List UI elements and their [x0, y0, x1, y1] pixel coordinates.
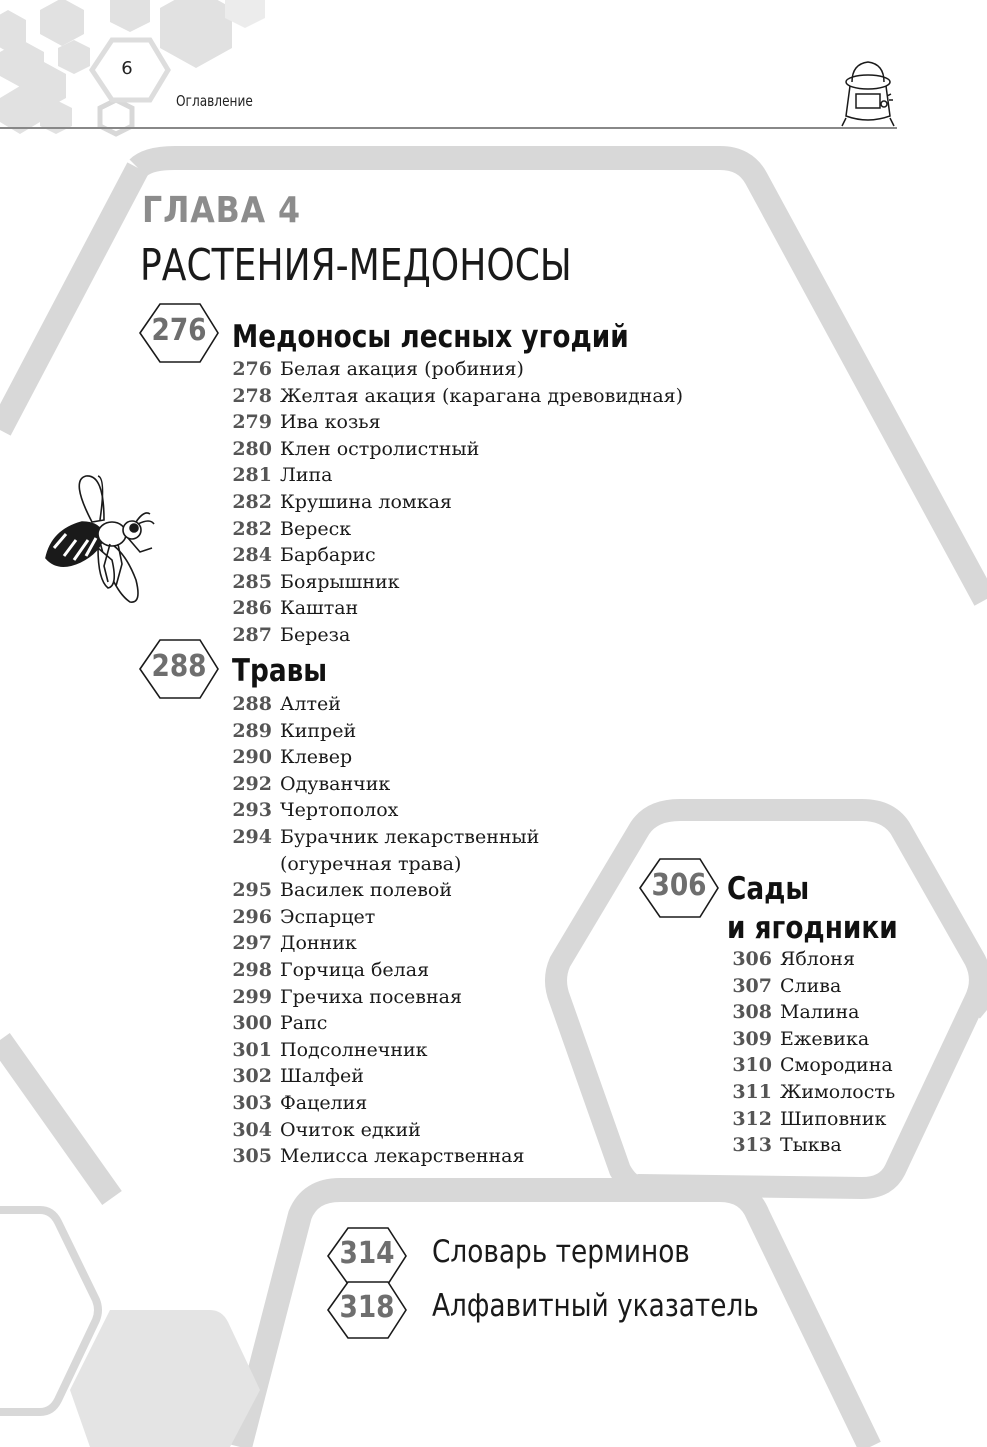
toc-entry[interactable]: 305 Мелисса лекарственная [232, 1145, 525, 1168]
toc-entry[interactable]: 307 Слива [732, 974, 842, 997]
toc-entry[interactable]: 298 Горчица белая [232, 958, 430, 981]
toc-entry[interactable]: 302 Шалфей [232, 1065, 364, 1088]
toc-entry[interactable]: 310 Смородина [732, 1054, 893, 1077]
toc-entry[interactable]: 304 Очиток едкий [232, 1118, 421, 1141]
toc-entry[interactable]: 281 Липа [232, 464, 333, 487]
appendix-page-number: 314 [339, 1236, 395, 1271]
toc-entry[interactable]: 280 Клен остролистный [232, 437, 480, 460]
chapter-title: РАСТЕНИЯ-МЕДОНОСЫ [140, 240, 572, 291]
appendix-page-number: 318 [339, 1290, 395, 1325]
section-title-line1[interactable]: Сады [727, 871, 810, 907]
toc-entry[interactable]: 290 Клевер [232, 746, 353, 769]
toc-entry[interactable]: 285 Боярышник [232, 570, 400, 593]
toc-entry[interactable]: 309 Ежевика [732, 1027, 870, 1050]
section-page-number: 288 [151, 649, 207, 684]
toc-entry[interactable]: 297 Донник [232, 932, 357, 955]
toc-entry[interactable]: 296 Эспарцет [232, 905, 376, 928]
toc-entry[interactable]: 292 Одуванчик [232, 772, 391, 795]
toc-entry[interactable]: 295 Василек полевой [232, 879, 453, 902]
toc-entry[interactable]: 293 Чертополох [232, 799, 399, 822]
toc-entry-continuation[interactable]: (огуречная трава) [280, 852, 462, 875]
section-title[interactable]: Травы [232, 653, 328, 689]
appendix-index[interactable]: Алфавитный указатель [432, 1288, 759, 1324]
toc-entry[interactable]: 306 Яблоня [732, 948, 855, 970]
toc-entry[interactable]: 282 Вереск [232, 517, 352, 540]
toc-entry[interactable]: 284 Барбарис [232, 544, 376, 567]
section-title-line2[interactable]: и ягодники [727, 910, 898, 946]
toc-entry[interactable]: 287 Береза [232, 623, 351, 646]
page-number: 6 [121, 58, 133, 79]
toc-entry[interactable]: 282 Крушина ломкая [232, 490, 452, 513]
toc-entry[interactable]: 313 Тыква [732, 1134, 842, 1157]
toc-entry[interactable]: 308 Малина [732, 1001, 860, 1024]
appendix-glossary[interactable]: Словарь терминов [432, 1234, 690, 1270]
toc-entry[interactable]: 278 Желтая акация (карагана древовидная) [232, 384, 684, 407]
toc-entry[interactable]: 299 Гречиха посевная [232, 985, 462, 1008]
toc-list-forest [232, 356, 683, 649]
toc-entry[interactable]: 311 Жимолость [732, 1080, 896, 1103]
toc-list-gardens [732, 946, 895, 1159]
bee-icon [46, 476, 154, 602]
toc-entry[interactable]: 301 Подсолнечник [232, 1038, 428, 1061]
toc-entry[interactable]: 276 Белая акация (робиния) [232, 358, 524, 380]
toc-entry[interactable]: 279 Ива козья [232, 411, 381, 434]
toc-entry[interactable]: 303 Фацелия [232, 1091, 368, 1114]
toc-list-herbs [232, 691, 539, 1170]
section-page-number: 276 [151, 313, 207, 348]
toc-entry[interactable]: 288 Алтей [232, 693, 341, 715]
toc-entry[interactable]: 300 Рапс [232, 1012, 328, 1035]
section-title[interactable]: Медоносы лесных угодий [232, 319, 629, 355]
toc-entry[interactable]: 289 Кипрей [232, 719, 357, 742]
toc-entry[interactable]: 312 Шиповник [732, 1107, 887, 1130]
beekeeper-icon [842, 62, 894, 126]
toc-entry[interactable]: 294 Бурачник лекарственный [232, 825, 540, 848]
chapter-label: ГЛАВА 4 [142, 190, 301, 231]
section-page-number: 306 [651, 868, 707, 903]
toc-entry[interactable]: 286 Каштан [232, 597, 359, 620]
running-title: Оглавление [176, 92, 253, 110]
